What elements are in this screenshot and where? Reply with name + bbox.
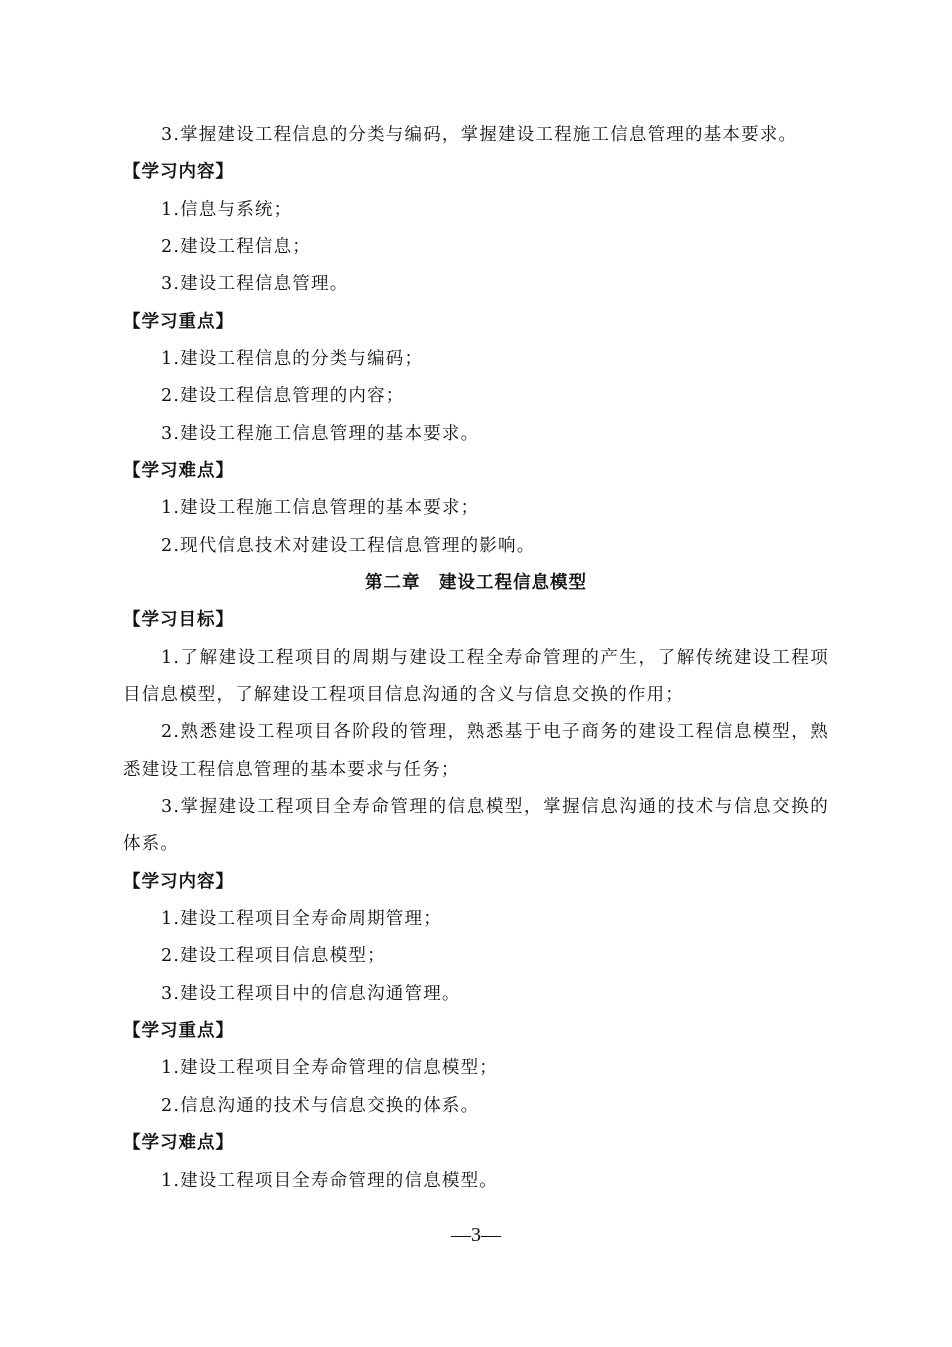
- key2-item-2: 2.信息沟通的技术与信息交换的体系。: [161, 1096, 480, 1116]
- section-heading-goals: 【学习目标】: [123, 610, 234, 630]
- section-heading-key-points-2: 【学习重点】: [123, 1021, 234, 1041]
- section-heading-difficulties: 【学习难点】: [123, 461, 234, 481]
- page-number: —3—: [451, 1224, 501, 1246]
- goal-item-1-line-2: 目信息模型，了解建设工程项目信息沟通的含义与信息交换的作用；: [123, 685, 684, 705]
- key2-item-1: 1.建设工程项目全寿命管理的信息模型；: [161, 1058, 498, 1078]
- goal-item-2-line-1: 2.熟悉建设工程项目各阶段的管理，熟悉基于电子商务的建设工程信息模型，熟: [161, 722, 829, 742]
- content2-item-1: 1.建设工程项目全寿命周期管理；: [161, 909, 442, 929]
- section-heading-key-points: 【学习重点】: [123, 312, 234, 332]
- goal-item-3: 3.掌握建设工程信息的分类与编码，掌握建设工程施工信息管理的基本要求。: [161, 125, 798, 145]
- content2-item-2: 2.建设工程项目信息模型；: [161, 946, 386, 966]
- section-heading-content: 【学习内容】: [123, 162, 234, 182]
- content-item-1: 1.信息与系统；: [161, 200, 293, 220]
- content-item-3: 3.建设工程信息管理。: [161, 274, 349, 294]
- goal-item-3-line-1: 3.掌握建设工程项目全寿命管理的信息模型，掌握信息沟通的技术与信息交换的: [161, 797, 829, 817]
- content2-item-3: 3.建设工程项目中的信息沟通管理。: [161, 984, 461, 1004]
- goal-item-3-line-2: 体系。: [123, 834, 180, 854]
- key-item-1: 1.建设工程信息的分类与编码；: [161, 349, 424, 369]
- difficulty-item-1: 1.建设工程施工信息管理的基本要求；: [161, 498, 480, 518]
- key-item-3: 3.建设工程施工信息管理的基本要求。: [161, 424, 480, 444]
- chapter-title: 第二章 建设工程信息模型: [365, 573, 587, 593]
- difficulty-item-2: 2.现代信息技术对建设工程信息管理的影响。: [161, 536, 536, 556]
- key-item-2: 2.建设工程信息管理的内容；: [161, 386, 405, 406]
- goal-item-2-line-2: 悉建设工程信息管理的基本要求与任务；: [123, 760, 460, 780]
- section-heading-difficulties-2: 【学习难点】: [123, 1133, 234, 1153]
- content-item-2: 2.建设工程信息；: [161, 237, 311, 257]
- difficulty2-item-1: 1.建设工程项目全寿命管理的信息模型。: [161, 1171, 498, 1191]
- section-heading-content-2: 【学习内容】: [123, 872, 234, 892]
- goal-item-1-line-1: 1.了解建设工程项目的周期与建设工程全寿命管理的产生，了解传统建设工程项: [161, 648, 829, 668]
